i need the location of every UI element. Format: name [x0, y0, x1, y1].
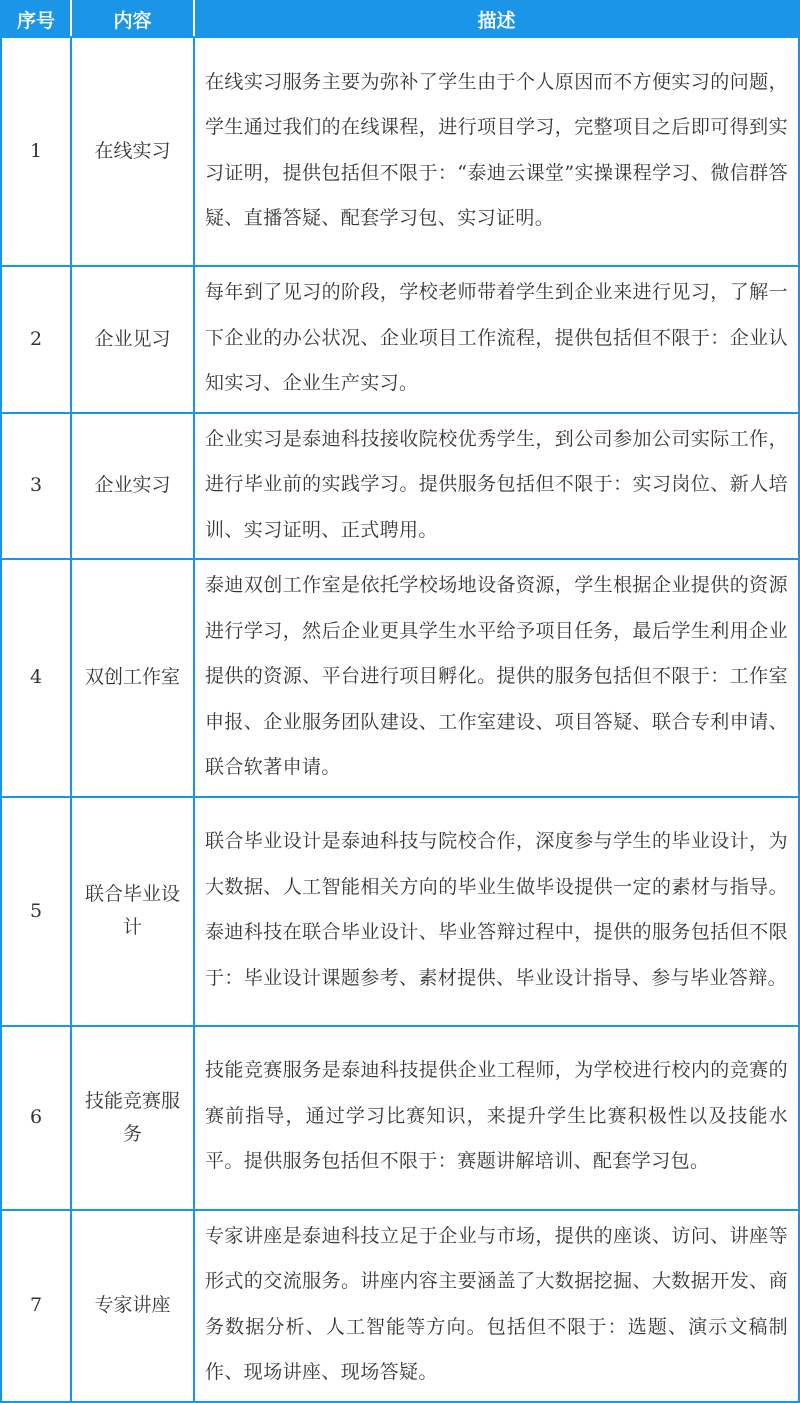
table-row: [1, 1210, 799, 1402]
row-index: 6: [1, 1026, 71, 1210]
table-row: [1, 559, 799, 797]
table-row: [1, 266, 799, 413]
row-name: 联合毕业设计: [71, 797, 194, 1026]
header-content: 内容: [71, 1, 194, 37]
row-index: 4: [1, 559, 71, 797]
row-description: 在线实习服务主要为弥补了学生由于个人原因而不方便实习的问题，学生通过我们的在线课程，进行项目学习，完整项目之后即可得到实习证明，提供包括但不限于：“泰迪云课堂”实操课程学习、微信群答疑、直播答疑、配套学习包、实习证明。: [194, 37, 799, 266]
table-header: [1, 1, 799, 37]
table-row: [1, 1026, 799, 1210]
row-name: 双创工作室: [71, 559, 194, 797]
row-description: 技能竞赛服务是泰迪科技提供企业工程师，为学校进行校内的竞赛的赛前指导，通过学习比赛知识，来提升学生比赛积极性以及技能水平。提供服务包括但不限于：赛题讲解培训、配套学习包。: [194, 1026, 799, 1210]
table-row: [1, 37, 799, 266]
row-name: 技能竞赛服务: [71, 1026, 194, 1210]
row-name: 专家讲座: [71, 1210, 194, 1402]
table-row: [1, 413, 799, 560]
row-name: 企业见习: [71, 266, 194, 413]
table-row: [1, 797, 799, 1026]
row-index: 2: [1, 266, 71, 413]
row-name: 在线实习: [71, 37, 194, 266]
row-index: 5: [1, 797, 71, 1026]
row-description: 每年到了见习的阶段，学校老师带着学生到企业来进行见习，了解一下企业的办公状况、企业项目工作流程，提供包括但不限于：企业认知实习、企业生产实习。: [194, 266, 799, 413]
row-description: 企业实习是泰迪科技接收院校优秀学生，到公司参加公司实际工作，进行毕业前的实践学习。提供服务包括但不限于：实习岗位、新人培训、实习证明、正式聘用。: [194, 413, 799, 560]
row-description: 泰迪双创工作室是依托学校场地设备资源，学生根据企业提供的资源进行学习，然后企业更具学生水平给予项目任务，最后学生利用企业提供的资源、平台进行项目孵化。提供的服务包括但不限于：工作室申报、企业服务团队建设、工作室建设、项目答疑、联合专利申请、联合软著申请。: [194, 559, 799, 797]
header-index: 序号: [1, 1, 71, 37]
header-description: 描述: [194, 1, 799, 37]
row-name: 企业实习: [71, 413, 194, 560]
row-index: 3: [1, 413, 71, 560]
row-description: 专家讲座是泰迪科技立足于企业与市场，提供的座谈、访问、讲座等形式的交流服务。讲座内容主要涵盖了大数据挖掘、大数据开发、商务数据分析、人工智能等方向。包括但不限于：选题、演示文稿制作、现场讲座、现场答疑。: [194, 1210, 799, 1402]
header-row: [1, 1, 799, 37]
row-description: 联合毕业设计是泰迪科技与院校合作，深度参与学生的毕业设计，为大数据、人工智能相关方向的毕业生做毕设提供一定的素材与指导。泰迪科技在联合毕业设计、毕业答辩过程中，提供的服务包括但不限于：毕业设计课题参考、素材提供、毕业设计指导、参与毕业答辩。: [194, 797, 799, 1026]
row-index: 7: [1, 1210, 71, 1402]
row-index: 1: [1, 37, 71, 266]
table-body: [1, 37, 799, 1402]
